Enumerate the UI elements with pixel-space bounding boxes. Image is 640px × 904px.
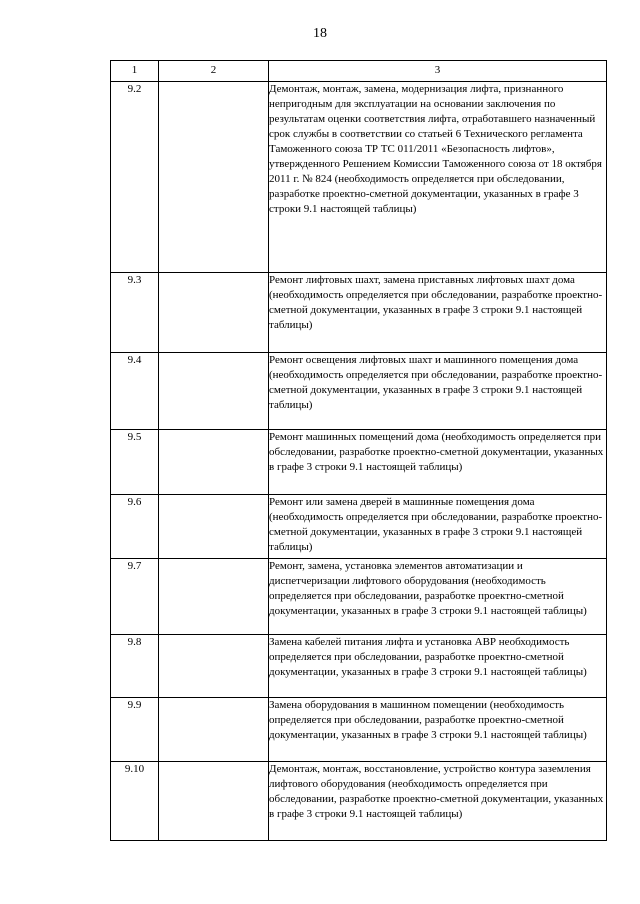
row-description: Ремонт лифтовых шахт, замена приставных лифтовых шахт дома (необходимость определяется при обследовании, разработке проектно-сметной документации, указанных в графе 3 строки 9.1 настоящей таблицы) <box>269 273 607 353</box>
row-description: Ремонт, замена, установка элементов автоматизации и диспетчеризации лифтового оборудования (необходимость определяется при обследовании, разработке проектно-сметной документации, указанных в графе 3 строки 9.1 настоящей таблицы) <box>269 559 607 635</box>
table-row <box>111 353 607 430</box>
table-row <box>111 495 607 559</box>
row-empty-cell <box>159 430 269 495</box>
row-description: Замена кабелей питания лифта и установка АВР необходимость определяется при обследовании, разработке проектно-сметной документации, указанных в графе 3 строки 9.1 настоящей таблицы) <box>269 635 607 698</box>
row-number: 9.10 <box>111 762 159 841</box>
row-number: 9.3 <box>111 273 159 353</box>
row-empty-cell <box>159 635 269 698</box>
table-header-row <box>111 61 607 82</box>
row-number: 9.8 <box>111 635 159 698</box>
row-empty-cell <box>159 495 269 559</box>
row-number: 9.6 <box>111 495 159 559</box>
table-row <box>111 762 607 841</box>
row-description: Ремонт машинных помещений дома (необходимость определяется при обследовании, разработке проектно-сметной документации, указанных в графе 3 строки 9.1 настоящей таблицы) <box>269 430 607 495</box>
table-row <box>111 559 607 635</box>
page-number: 18 <box>313 26 327 41</box>
row-empty-cell <box>159 273 269 353</box>
table-row <box>111 698 607 762</box>
row-number: 9.2 <box>111 82 159 273</box>
row-number: 9.7 <box>111 559 159 635</box>
row-number: 9.5 <box>111 430 159 495</box>
row-description: Демонтаж, монтаж, восстановление, устройство контура заземления лифтового оборудования (необходимость определяется при обследовании, разработке проектно-сметной документации, указанных в графе 3 строки 9.1 настоящей таблицы) <box>269 762 607 841</box>
row-number: 9.4 <box>111 353 159 430</box>
row-empty-cell <box>159 559 269 635</box>
row-empty-cell <box>159 82 269 273</box>
table-row <box>111 82 607 273</box>
row-number: 9.9 <box>111 698 159 762</box>
row-empty-cell <box>159 353 269 430</box>
works-table <box>110 60 607 841</box>
row-description: Демонтаж, монтаж, замена, модернизация лифта, признанного непригодным для эксплуатации на основании заключения по результатам оценки соответствия лифта, отработавшего назначенный срок службы в соответствии со статьей 6 Технического регламента Таможенного союза ТР ТС 011/2011 «Безопасность лифтов», утвержденного Решением Комиссии Таможенного союза от 18 октября 2011 г. № 824 (необходимость определяется при обследовании, разработке проектно-сметной документации, указанных в графе 3 строки 9.1 настоящей таблицы) <box>269 82 607 273</box>
column-header-2: 2 <box>159 61 269 82</box>
table-row <box>111 430 607 495</box>
row-description: Ремонт или замена дверей в машинные помещения дома (необходимость определяется при обследовании, разработке проектно-сметной документации, указанных в графе 3 строки 9.1 настоящей таблицы) <box>269 495 607 559</box>
row-empty-cell <box>159 698 269 762</box>
table-row <box>111 273 607 353</box>
row-description: Замена оборудования в машинном помещении (необходимость определяется при обследовании, разработке проектно-сметной документации, указанных в графе 3 строки 9.1 настоящей таблицы) <box>269 698 607 762</box>
column-header-1: 1 <box>111 61 159 82</box>
row-empty-cell <box>159 762 269 841</box>
table-row <box>111 635 607 698</box>
row-description: Ремонт освещения лифтовых шахт и машинного помещения дома (необходимость определяется при обследовании, разработке проектно-сметной документации, указанных в графе 3 строки 9.1 настоящей таблицы) <box>269 353 607 430</box>
column-header-3: 3 <box>269 61 607 82</box>
